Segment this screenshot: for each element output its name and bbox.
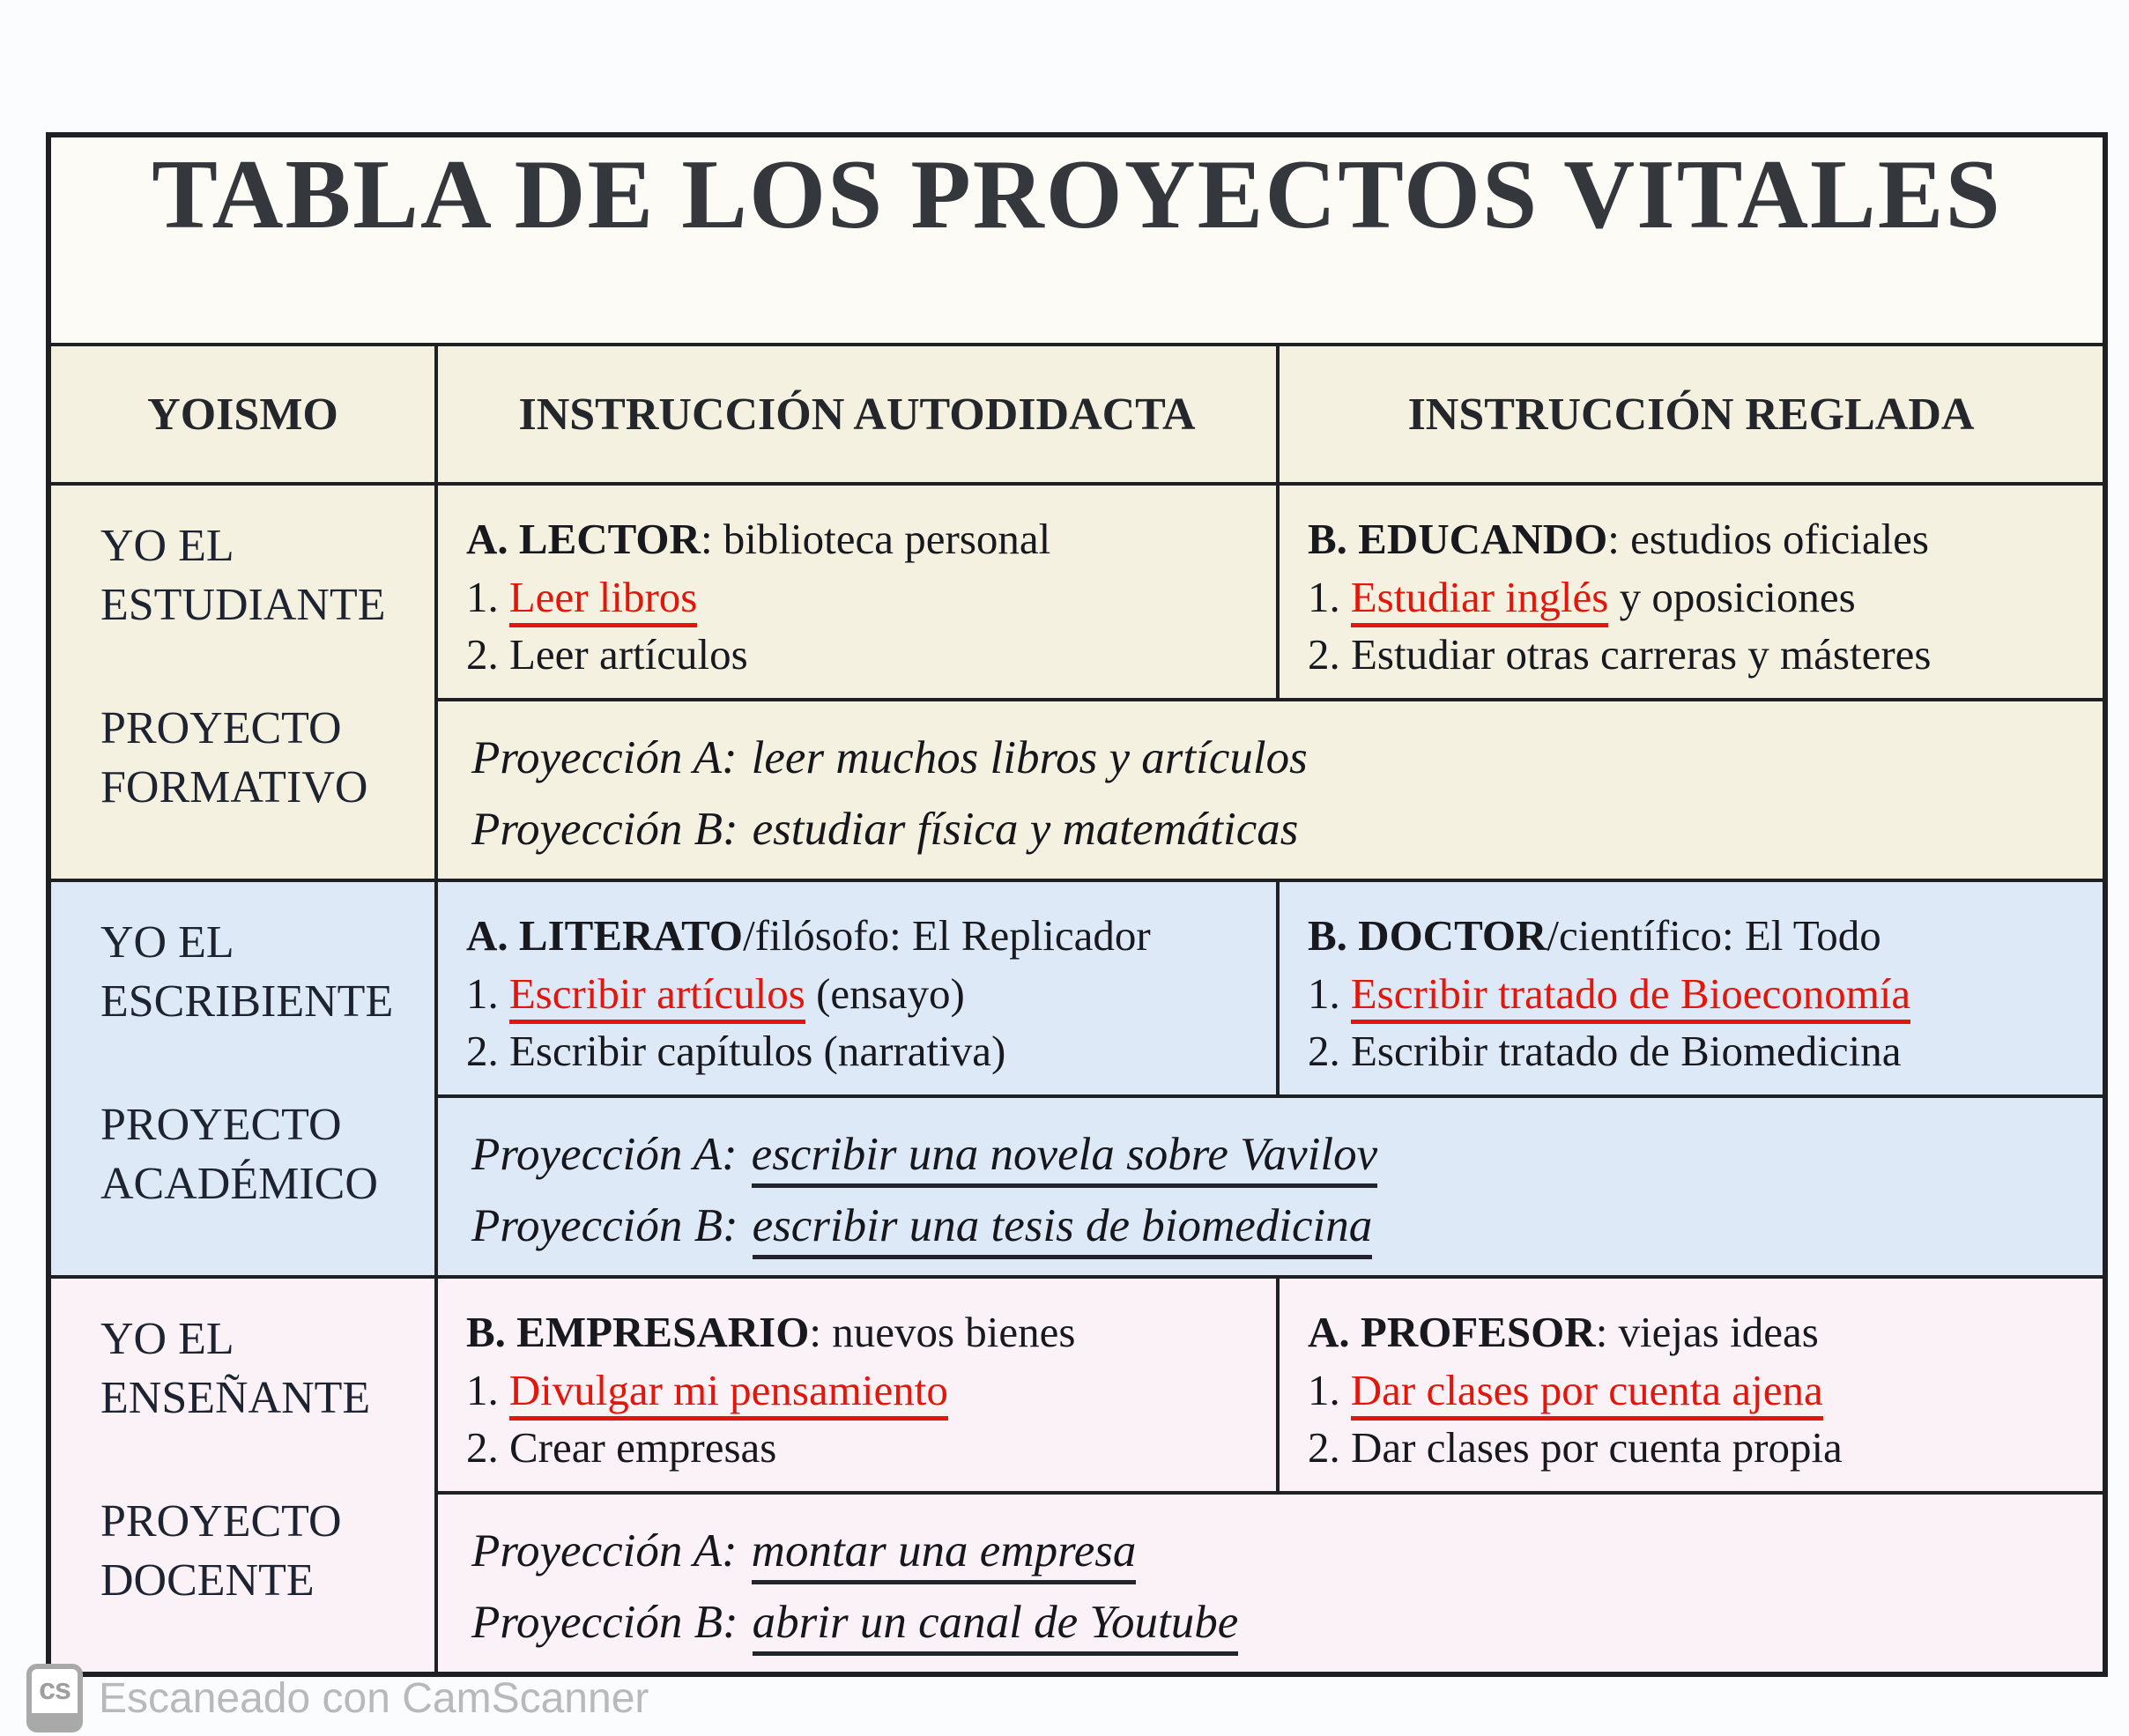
list-item: 2. Leer artículos <box>466 630 748 679</box>
list-item: 2. Escribir tratado de Biomedicina <box>1308 1027 1902 1076</box>
cell-proyeccion-academico <box>436 1096 2105 1277</box>
proyeccion-b: Proyección B: estudiar física y matemáticas <box>471 803 1299 855</box>
highlighted-goal: Escribir artículos <box>509 969 805 1024</box>
cell-identity-ensenante <box>48 1277 436 1674</box>
title-row <box>48 135 2105 345</box>
cell-heading: A. LITERATO/filósofo: El Replicador <box>466 911 1151 961</box>
row-escribiente <box>48 880 2105 1096</box>
list-item: 2. Crear empresas <box>466 1423 777 1473</box>
project-text: PROYECTO DOCENTE <box>100 1496 342 1606</box>
highlighted-goal: Leer libros <box>509 573 698 627</box>
cell-heading: B. EDUCANDO: estudios oficiales <box>1308 515 1929 563</box>
highlighted-goal: Escribir tratado de Bioeconomía <box>1351 969 1910 1024</box>
proyectos-vitales-table <box>46 132 2108 1677</box>
camscanner-icon: cs <box>26 1664 83 1732</box>
identity-text: YO EL ESCRIBIENTE <box>100 917 394 1027</box>
cell-heading: A. LECTOR: biblioteca personal <box>466 515 1051 563</box>
proyeccion-a: Proyección A: escribir una novela sobre Vavilov <box>471 1119 2085 1191</box>
cell-heading: B. DOCTOR/científico: El Todo <box>1308 911 1881 961</box>
highlighted-goal: Estudiar inglés <box>1351 573 1609 627</box>
row-ensenante <box>48 1277 2105 1493</box>
cell-heading: A. PROFESOR: viejas ideas <box>1308 1308 1819 1357</box>
cell-heading: B. EMPRESARIO: nuevos bienes <box>466 1308 1076 1357</box>
cell-autodidacta-literato <box>436 880 1278 1096</box>
camscanner-watermark <box>26 1664 649 1732</box>
list-item: 1. Dar clases por cuenta ajena <box>1308 1361 2085 1420</box>
list-item: 2. Estudiar otras carreras y másteres <box>1308 630 1932 679</box>
list-item: 2. Escribir capítulos (narrativa) <box>466 1027 1006 1076</box>
cell-identity-escribiente <box>48 880 436 1277</box>
list-item: 1. Escribir artículos (ensayo) <box>466 965 1258 1023</box>
header-instruccion-reglada: INSTRUCCIÓN REGLADA <box>1278 345 2105 484</box>
identity-text: YO EL ESTUDIANTE <box>100 521 386 630</box>
list-item: 1. Escribir tratado de Bioeconomía <box>1308 965 2085 1023</box>
cell-reglada-educando <box>1278 484 2105 700</box>
cell-identity-estudiante <box>48 484 436 880</box>
highlighted-goal: Divulgar mi pensamiento <box>509 1366 948 1421</box>
list-item: 2. Dar clases por cuenta propia <box>1308 1423 1843 1473</box>
page-title: TABLA DE LOS PROYECTOS VITALES <box>48 135 2105 345</box>
proyeccion-a: Proyección A: montar una empresa <box>471 1516 2085 1587</box>
cell-proyeccion-docente <box>436 1493 2105 1674</box>
cell-autodidacta-lector <box>436 484 1278 700</box>
header-instruccion-autodidacta: INSTRUCCIÓN AUTODIDACTA <box>436 345 1278 484</box>
project-text: PROYECTO ACADÉMICO <box>100 1100 378 1209</box>
list-item: 1. Leer libros <box>466 568 1258 627</box>
watermark-text: Escaneado con CamScanner <box>99 1674 649 1722</box>
highlighted-goal: Dar clases por cuenta ajena <box>1351 1366 1823 1421</box>
cell-reglada-doctor <box>1278 880 2105 1096</box>
list-item: 1. Divulgar mi pensamiento <box>466 1361 1258 1420</box>
proyeccion-a: Proyección A: leer muchos libros y artículos <box>471 732 1308 783</box>
list-item: 1. Estudiar inglés y oposiciones <box>1308 568 2085 627</box>
project-text: PROYECTO FORMATIVO <box>100 703 368 812</box>
proyeccion-b: Proyección B: escribir una tesis de biomedicina <box>471 1191 2085 1262</box>
header-row <box>48 345 2105 484</box>
proyeccion-b: Proyección B: abrir un canal de Youtube <box>471 1587 2085 1658</box>
cell-reglada-profesor <box>1278 1277 2105 1493</box>
header-yoismo: YOISMO <box>48 345 436 484</box>
row-estudiante <box>48 484 2105 700</box>
cell-autodidacta-empresario <box>436 1277 1278 1493</box>
cell-proyeccion-formativo <box>436 700 2105 880</box>
identity-text: YO EL ENSEÑANTE <box>100 1314 371 1423</box>
